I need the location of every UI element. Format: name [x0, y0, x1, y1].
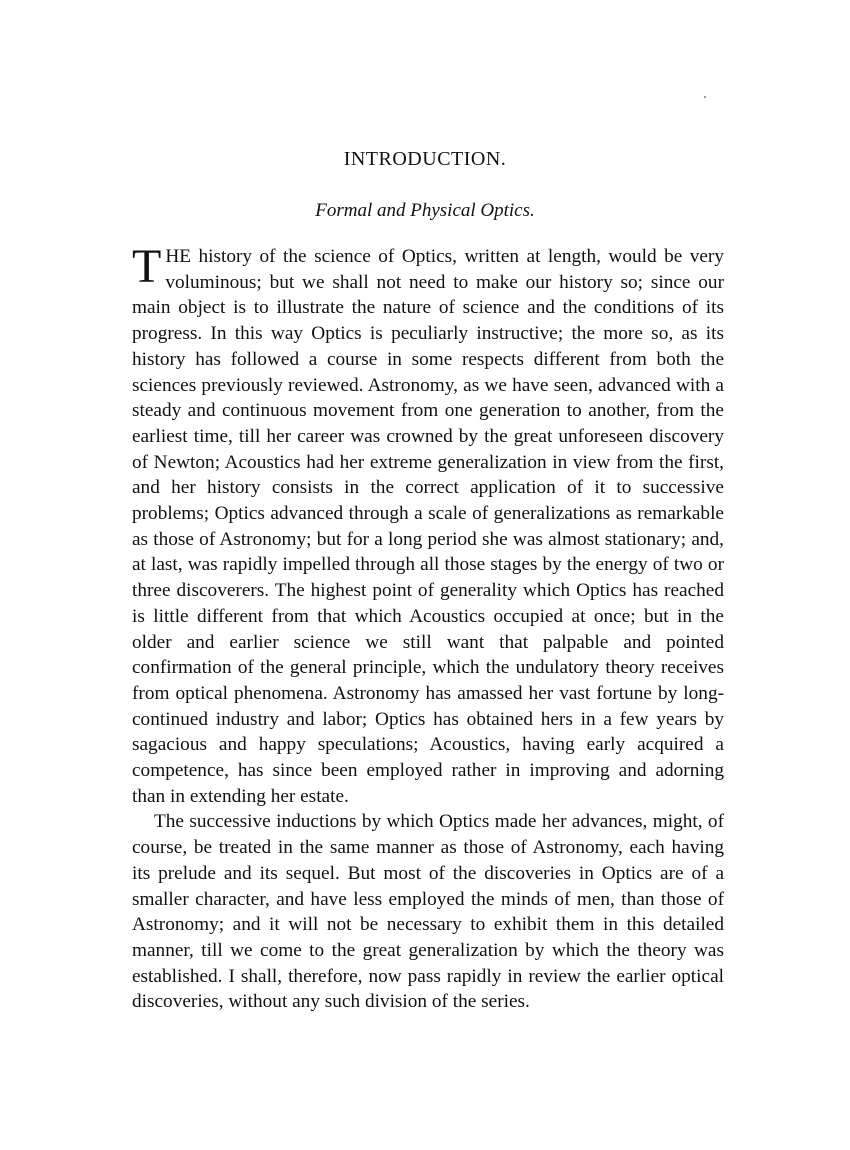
section-subheading: Formal and Physical Optics.: [315, 200, 535, 221]
paragraph-1: [132, 240, 724, 809]
chapter-heading: INTRODUCTION.: [343, 148, 507, 170]
drop-cap-lead: HE: [165, 246, 192, 267]
drop-cap: T: [132, 240, 162, 293]
page-speck: [704, 96, 706, 98]
body-text: [132, 240, 724, 1015]
paragraph-2: The successive inductions by which Optics made her advances, might, of course, be treated in the same manner as those of Astronomy, each having its prelude and its sequel. But most of the discoveries in Optics are of a smaller character, and have less employed the minds of men, than those of Astronomy; and it will not be necessary to exhibit them in this detailed manner, till we come to the great generalization by which the theory was established. I shall, therefore, now pass rapidly in review the earlier optical discoveries, without any such division of the series.: [132, 811, 724, 1013]
paragraph-1-text: history of the science of Optics, written at length, would be very voluminous; but we shall not need to make our history so; since our main object is to illustrate the nature of science and the conditions of its progress. In this way Optics is peculiarly instructive; the more so, as its history has followed a course in some respects different from both the sciences previously reviewed. Astronomy, as we have seen, advanced with a steady and continuous movement from one generation to another, from the earliest time, till her career was crowned by the great unforeseen discovery of Newton; Acoustics had her extreme generalization in view from the first, and her history consists in the correct application of it to successive problems; Optics advanced through a scale of generalizations as remarkable as those of Astronomy; but for a long period she was almost stationary; and, at last, was rapidly impelled through all those stages by the energy of two or three discoverers. The highest point of generality which Optics has reached is little different from that which Acoustics occupied at once; but in the older and earlier science we still want that palpable and pointed confirmation of the general principle, which the undulatory theory receives from optical phenomena. Astronomy has amassed her vast fortune by long-continued industry and labor; Optics has obtained hers in a few years by sagacious and happy speculations; Acoustics, having early acquired a competence, has since been employed rather in improving and adorning than in extending her estate.: [132, 246, 724, 807]
